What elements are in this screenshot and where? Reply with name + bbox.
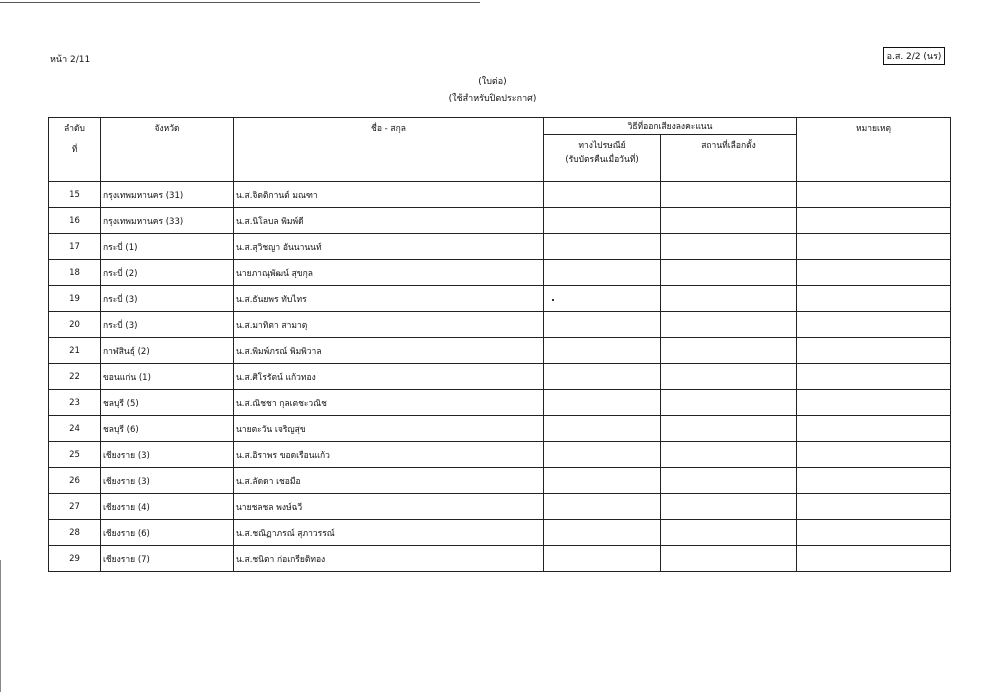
table-header-row: [49, 118, 951, 135]
cell-province: เชียงราย (4): [101, 494, 234, 520]
cell-no: 25: [49, 442, 101, 468]
cell-station: [661, 182, 797, 208]
cell-no: 16: [49, 208, 101, 234]
continuation-heading: (ใบต่อ): [478, 77, 507, 87]
col-header-no-line1: ลำดับ: [64, 124, 85, 134]
cell-province: กาฬสินธุ์ (2): [101, 338, 234, 364]
cell-post: [544, 520, 661, 546]
table-row: [49, 520, 951, 546]
col-header-no: [49, 118, 101, 182]
voter-table: [48, 117, 951, 572]
cell-no: 17: [49, 234, 101, 260]
col-header-post-line2: (รับบัตรคืนเมื่อวันที่): [565, 155, 639, 165]
cell-post: [544, 416, 661, 442]
cell-name: นายตะวัน เจริญสุข: [234, 416, 544, 442]
table-row: [49, 234, 951, 260]
scan-border-left: [0, 560, 1, 692]
cell-remarks: [797, 234, 951, 260]
table-row: [49, 494, 951, 520]
cell-name: น.ส.ชณิฏาภรณ์ สุภาวรรณ์: [234, 520, 544, 546]
cell-province: ชลบุรี (5): [101, 390, 234, 416]
cell-post: [544, 546, 661, 572]
cell-remarks: [797, 442, 951, 468]
cell-remarks: [797, 468, 951, 494]
cell-name: นายชลชล พงษ์ฉวี: [234, 494, 544, 520]
cell-station: [661, 520, 797, 546]
cell-station: [661, 208, 797, 234]
col-header-post-line1: ทางไปรษณีย์: [578, 141, 626, 151]
col-header-name: ชื่อ - สกุล: [234, 118, 544, 182]
cell-name: น.ส.สุวิชญา อันนานนท์: [234, 234, 544, 260]
cell-remarks: [797, 312, 951, 338]
cell-station: [661, 260, 797, 286]
cell-name: น.ส.อิราพร ขอดเรือนแก้ว: [234, 442, 544, 468]
cell-province: ขอนแก่น (1): [101, 364, 234, 390]
table-row: [49, 286, 951, 312]
cell-post: [544, 286, 661, 312]
cell-no: 19: [49, 286, 101, 312]
cell-post: [544, 234, 661, 260]
page-number: หน้า 2/11: [50, 55, 91, 65]
cell-station: [661, 546, 797, 572]
col-header-method: วิธีที่ออกเสียงลงคะแนน: [544, 118, 797, 135]
form-code-box: อ.ส. 2/2 (นร): [883, 47, 945, 65]
scan-border-top: [0, 2, 480, 3]
posting-subheading: (ใช้สำหรับปิดประกาศ): [448, 94, 537, 104]
cell-station: [661, 468, 797, 494]
cell-no: 23: [49, 390, 101, 416]
cell-remarks: [797, 494, 951, 520]
cell-no: 20: [49, 312, 101, 338]
cell-post: [544, 338, 661, 364]
cell-post: [544, 442, 661, 468]
cell-name: น.ส.พิมพ์ภรณ์ พิมพิวาล: [234, 338, 544, 364]
cell-remarks: [797, 520, 951, 546]
table-row: [49, 468, 951, 494]
col-header-no-line2: ที่: [71, 145, 78, 155]
table-row: [49, 546, 951, 572]
table-body: [49, 182, 951, 572]
cell-station: [661, 234, 797, 260]
scan-dot-mark: [552, 299, 554, 301]
cell-remarks: [797, 286, 951, 312]
cell-province: เชียงราย (3): [101, 442, 234, 468]
table-row: [49, 364, 951, 390]
cell-province: กระบี่ (2): [101, 260, 234, 286]
cell-station: [661, 442, 797, 468]
cell-post: [544, 312, 661, 338]
cell-station: [661, 312, 797, 338]
table-row: [49, 312, 951, 338]
cell-no: 18: [49, 260, 101, 286]
cell-no: 24: [49, 416, 101, 442]
cell-remarks: [797, 364, 951, 390]
cell-no: 27: [49, 494, 101, 520]
col-header-remarks: หมายเหตุ: [797, 118, 951, 182]
cell-name: น.ส.มาทิตา สามาตุ: [234, 312, 544, 338]
cell-province: เชียงราย (7): [101, 546, 234, 572]
cell-province: เชียงราย (6): [101, 520, 234, 546]
cell-remarks: [797, 390, 951, 416]
cell-province: ชลบุรี (6): [101, 416, 234, 442]
table-row: [49, 338, 951, 364]
cell-post: [544, 182, 661, 208]
table-row: [49, 182, 951, 208]
cell-station: [661, 338, 797, 364]
cell-province: กระบี่ (3): [101, 286, 234, 312]
cell-no: 22: [49, 364, 101, 390]
cell-remarks: [797, 182, 951, 208]
col-header-post: [544, 135, 661, 182]
cell-no: 28: [49, 520, 101, 546]
cell-remarks: [797, 416, 951, 442]
table-row: [49, 442, 951, 468]
cell-province: กรุงเทพมหานคร (33): [101, 208, 234, 234]
cell-post: [544, 208, 661, 234]
cell-province: กระบี่ (1): [101, 234, 234, 260]
table-row: [49, 416, 951, 442]
cell-province: กระบี่ (3): [101, 312, 234, 338]
cell-station: [661, 494, 797, 520]
cell-post: [544, 364, 661, 390]
cell-station: [661, 364, 797, 390]
cell-station: [661, 416, 797, 442]
cell-no: 15: [49, 182, 101, 208]
cell-remarks: [797, 546, 951, 572]
col-header-station: สถานที่เลือกตั้ง: [661, 135, 797, 182]
cell-post: [544, 468, 661, 494]
cell-name: น.ส.ธันยพร ทับไทร: [234, 286, 544, 312]
cell-post: [544, 260, 661, 286]
cell-no: 26: [49, 468, 101, 494]
cell-station: [661, 390, 797, 416]
col-header-province: จังหวัด: [101, 118, 234, 182]
table-row: [49, 260, 951, 286]
cell-name: น.ส.ลัดดา เชอมือ: [234, 468, 544, 494]
table-row: [49, 208, 951, 234]
cell-name: น.ส.ชนิตา ก่อเกรียติทอง: [234, 546, 544, 572]
cell-name: น.ส.นิโลบล พิมพ์ดี: [234, 208, 544, 234]
cell-name: น.ส.จิตติกานต์ มณฑา: [234, 182, 544, 208]
cell-province: กรุงเทพมหานคร (31): [101, 182, 234, 208]
cell-name: น.ส.ศิโรรัตน์ แก้วทอง: [234, 364, 544, 390]
cell-no: 21: [49, 338, 101, 364]
cell-name: น.ส.ณิชชา กุลเตชะวณิช: [234, 390, 544, 416]
cell-remarks: [797, 338, 951, 364]
cell-remarks: [797, 260, 951, 286]
cell-no: 29: [49, 546, 101, 572]
cell-station: [661, 286, 797, 312]
cell-name: นายภาณุพัฒน์ สุขกุล: [234, 260, 544, 286]
cell-province: เชียงราย (3): [101, 468, 234, 494]
table-row: [49, 390, 951, 416]
cell-post: [544, 390, 661, 416]
cell-post: [544, 494, 661, 520]
cell-remarks: [797, 208, 951, 234]
